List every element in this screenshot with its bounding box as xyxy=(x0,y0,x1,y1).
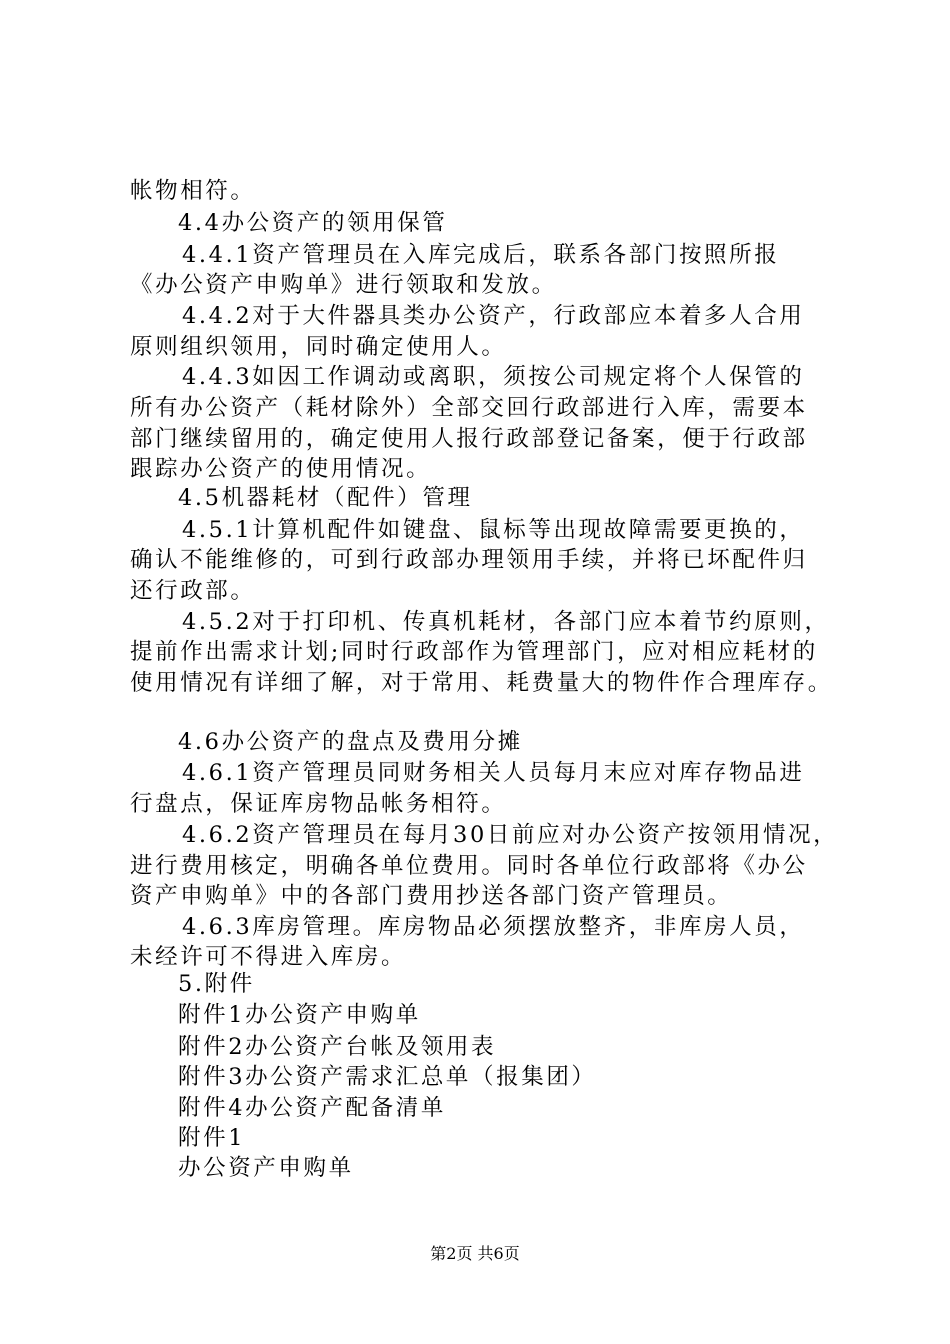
body-line: 所有办公资产（耗材除外）全部交回行政部进行入库，需要本 xyxy=(130,395,808,421)
attachment-label: 附件1 xyxy=(178,1125,246,1151)
body-line: 《办公资产申购单》进行领取和发放。 xyxy=(130,272,557,298)
attachment-item: 附件1办公资产申购单 xyxy=(178,1002,421,1028)
body-line: 4.4.3如因工作调动或离职，须按公司规定将个人保管的 xyxy=(182,364,805,390)
body-line: 行盘点，保证库房物品帐务相符。 xyxy=(130,791,507,817)
attachment-item: 附件4办公资产配备清单 xyxy=(178,1095,446,1121)
body-line: 4.4.2对于大件器具类办公资产，行政部应本着多人合用 xyxy=(182,303,805,329)
body-line: 确认不能维修的，可到行政部办理领用手续，并将已坏配件归 xyxy=(130,547,808,573)
body-line: 4.5.1计算机配件如键盘、鼠标等出现故障需要更换的， xyxy=(182,517,805,543)
body-line: 4.6.1资产管理员同财务相关人员每月末应对库存物品进 xyxy=(182,760,805,786)
body-line: 使用情况有详细了解，对于常用、耗费量大的物件作合理库存。 xyxy=(130,670,833,696)
attachment-item: 附件2办公资产台帐及领用表 xyxy=(178,1034,497,1060)
section-heading: 4.4办公资产的领用保管 xyxy=(178,210,448,236)
body-line: 未经许可不得进入库房。 xyxy=(130,944,407,970)
section-heading: 5.附件 xyxy=(178,971,255,997)
body-line: 帐物相符。 xyxy=(130,178,256,204)
body-line: 4.5.2对于打印机、传真机耗材，各部门应本着节约原则， xyxy=(182,609,830,635)
body-line: 提前作出需求计划;同时行政部作为管理部门，应对相应耗材的 xyxy=(130,639,818,665)
section-heading: 4.5机器耗材（配件）管理 xyxy=(178,485,473,511)
body-line: 进行费用核定，明确各单位费用。同时各单位行政部将《办公 xyxy=(130,853,808,879)
page-footer: 第2页 共6页 xyxy=(430,1244,520,1263)
body-line: 4.4.1资产管理员在入库完成后，联系各部门按照所报 xyxy=(182,242,780,268)
body-line: 部门继续留用的，确定使用人报行政部登记备案，便于行政部 xyxy=(130,426,808,452)
attachment-item: 附件3办公资产需求汇总单（报集团） xyxy=(178,1064,597,1090)
body-line: 原则组织领用，同时确定使用人。 xyxy=(130,334,507,360)
section-heading: 4.6办公资产的盘点及费用分摊 xyxy=(178,729,523,755)
body-line: 跟踪办公资产的使用情况。 xyxy=(130,456,432,482)
body-line: 还行政部。 xyxy=(130,578,256,604)
body-line: 4.6.2资产管理员在每月30日前应对办公资产按领用情况， xyxy=(182,822,839,848)
attachment-title: 办公资产申购单 xyxy=(178,1155,354,1181)
body-line: 4.6.3库房管理。库房物品必须摆放整齐，非库房人员， xyxy=(182,914,805,940)
body-line: 资产申购单》中的各部门费用抄送各部门资产管理员。 xyxy=(130,883,733,909)
